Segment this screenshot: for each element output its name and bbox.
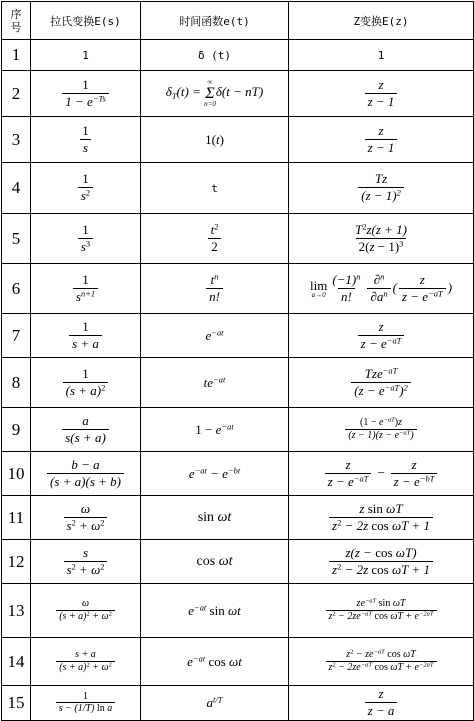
time-cell: $\delta_T(t)$ = ∞ Σ n=0 δ(t − nT) xyxy=(141,71,289,117)
table-row xyxy=(2,358,474,408)
laplace-cell: $\frac{1}{s^{n+1}}$ xyxy=(31,264,141,314)
table-row xyxy=(2,214,474,264)
table-row xyxy=(2,638,474,686)
row-number: 8 xyxy=(2,358,31,408)
z-cell: $\frac{T^2z(z + 1)}{2(z - 1)^3}$ xyxy=(289,214,474,264)
laplace-cell: $\frac{1}{s^3}$ xyxy=(31,214,141,264)
time-cell: $e^{-at}$ xyxy=(141,314,289,358)
row-number: 13 xyxy=(2,584,31,638)
z-cell: $\frac{z}{z - a}$ xyxy=(289,686,474,721)
row-number: 3 xyxy=(2,117,31,163)
header-time: 时间函数e(t) xyxy=(141,2,289,40)
time-cell: $e^{-at}$ sin ωt xyxy=(141,584,289,638)
z-transform-table xyxy=(1,1,474,721)
time-cell: $1 - e^{-at}$ xyxy=(141,408,289,452)
time-cell: $\frac{t^2}{2}$ xyxy=(141,214,289,264)
time-cell: sin ωt xyxy=(141,496,289,540)
row-number: 14 xyxy=(2,638,31,686)
z-cell: $\frac{Tz}{(z - 1)^2}$ xyxy=(289,163,474,214)
table-row xyxy=(2,496,474,540)
time-cell: $e^{-at}$ cos ωt xyxy=(141,638,289,686)
laplace-cell: $\frac{1}{s^2}$ xyxy=(31,163,141,214)
laplace-cell: 1 xyxy=(31,40,141,71)
time-cell: cos ωt xyxy=(141,540,289,584)
table-row xyxy=(2,264,474,314)
table-row xyxy=(2,452,474,496)
time-cell: $te^{-at}$ xyxy=(141,358,289,408)
row-number: 4 xyxy=(2,163,31,214)
z-cell: $\frac{z}{z - 1}$ xyxy=(289,71,474,117)
header-z: Z变换E(z) xyxy=(289,2,474,40)
laplace-cell: $\frac{s}{s^2 + \omega^2}$ xyxy=(31,540,141,584)
z-cell: $\frac{z}{z - e^{-aT}}$ xyxy=(289,314,474,358)
header-row xyxy=(2,2,474,40)
row-number: 12 xyxy=(2,540,31,584)
table-row xyxy=(2,540,474,584)
z-cell: $\frac{\text{z(z − cos ωT)}}{z^2 - 2z \cos \omega T + 1}$ xyxy=(289,540,474,584)
row-number: 1 xyxy=(2,40,31,71)
row-number: 11 xyxy=(2,496,31,540)
z-cell: $\frac{(1 - e^{-aT})z}{(z - 1)(z - e^{-aT})}$ xyxy=(289,408,474,452)
row-number: 10 xyxy=(2,452,31,496)
row-number: 6 xyxy=(2,264,31,314)
laplace-cell: $\frac{1}{(s + a)^2}$ xyxy=(31,358,141,408)
row-number: 5 xyxy=(2,214,31,264)
laplace-cell: $\frac{b - a}{(s + a)(s + b)}$ xyxy=(31,452,141,496)
z-cell: $\frac{z^2 - ze^{-aT} \cos \omega T}{z^2 - 2ze^{-aT} \cos \omega T + e^{-2aT}}$ xyxy=(289,638,474,686)
z-cell: 1 xyxy=(289,40,474,71)
header-index: 序 号 xyxy=(2,2,31,40)
z-cell: $\frac{ze^{-aT} \sin \omega T}{z^2 - 2ze^{-aT} \cos \omega T + e^{-2aT}}$ xyxy=(289,584,474,638)
z-cell: $\frac{\text{z sin ωT}}{z^2 - 2z \cos \omega T + 1}$ xyxy=(289,496,474,540)
table-row xyxy=(2,117,474,163)
time-cell: $\frac{t^n}{n!}$ xyxy=(141,264,289,314)
table-row xyxy=(2,71,474,117)
time-cell: $e^{-at} - e^{-bt}$ xyxy=(141,452,289,496)
laplace-cell: $\frac{s + a}{(s + a)^2 + \omega^2}$ xyxy=(31,638,141,686)
time-cell: 1(t) xyxy=(141,117,289,163)
z-cell: $\frac{Tze^{-aT}}{(z - e^{-aT})^2}$ xyxy=(289,358,474,408)
table-row xyxy=(2,584,474,638)
table-row xyxy=(2,40,474,71)
time-cell: t xyxy=(141,163,289,214)
z-cell: lim a→0 $\frac{(-1)^n}{n!}$ $\frac{\partial^n}{\partial a^n}$ ( $\frac{z}{z - e^{-aT}}$ ) xyxy=(289,264,474,314)
time-cell: $a^{t/T}$ xyxy=(141,686,289,721)
table-row xyxy=(2,314,474,358)
row-number: 7 xyxy=(2,314,31,358)
laplace-cell: $\frac{a}{s(s + a)}$ xyxy=(31,408,141,452)
z-cell: $\frac{z}{z - e^{-aT}}$ − $\frac{z}{z - e^{-bT}}$ xyxy=(289,452,474,496)
laplace-cell: $\frac{\omega}{(s + a)^2 + \omega^2}$ xyxy=(31,584,141,638)
table-row xyxy=(2,686,474,721)
table-row xyxy=(2,163,474,214)
table-row xyxy=(2,408,474,452)
laplace-cell: $\frac{1}{1 - e^{-Ts}}$ xyxy=(31,71,141,117)
laplace-cell: $\frac{1}{\text{s − (1/T) ln a}}$ xyxy=(31,686,141,721)
laplace-cell: $\frac{\omega}{s^2 + \omega^2}$ xyxy=(31,496,141,540)
time-cell: δ (t) xyxy=(141,40,289,71)
laplace-cell: $\frac{1}{s + a}$ xyxy=(31,314,141,358)
row-number: 15 xyxy=(2,686,31,721)
row-number: 2 xyxy=(2,71,31,117)
row-number: 9 xyxy=(2,408,31,452)
z-cell: $\frac{z}{z - 1}$ xyxy=(289,117,474,163)
laplace-cell: $\frac{1}{s}$ xyxy=(31,117,141,163)
header-laplace: 拉氏变换E(s) xyxy=(31,2,141,40)
